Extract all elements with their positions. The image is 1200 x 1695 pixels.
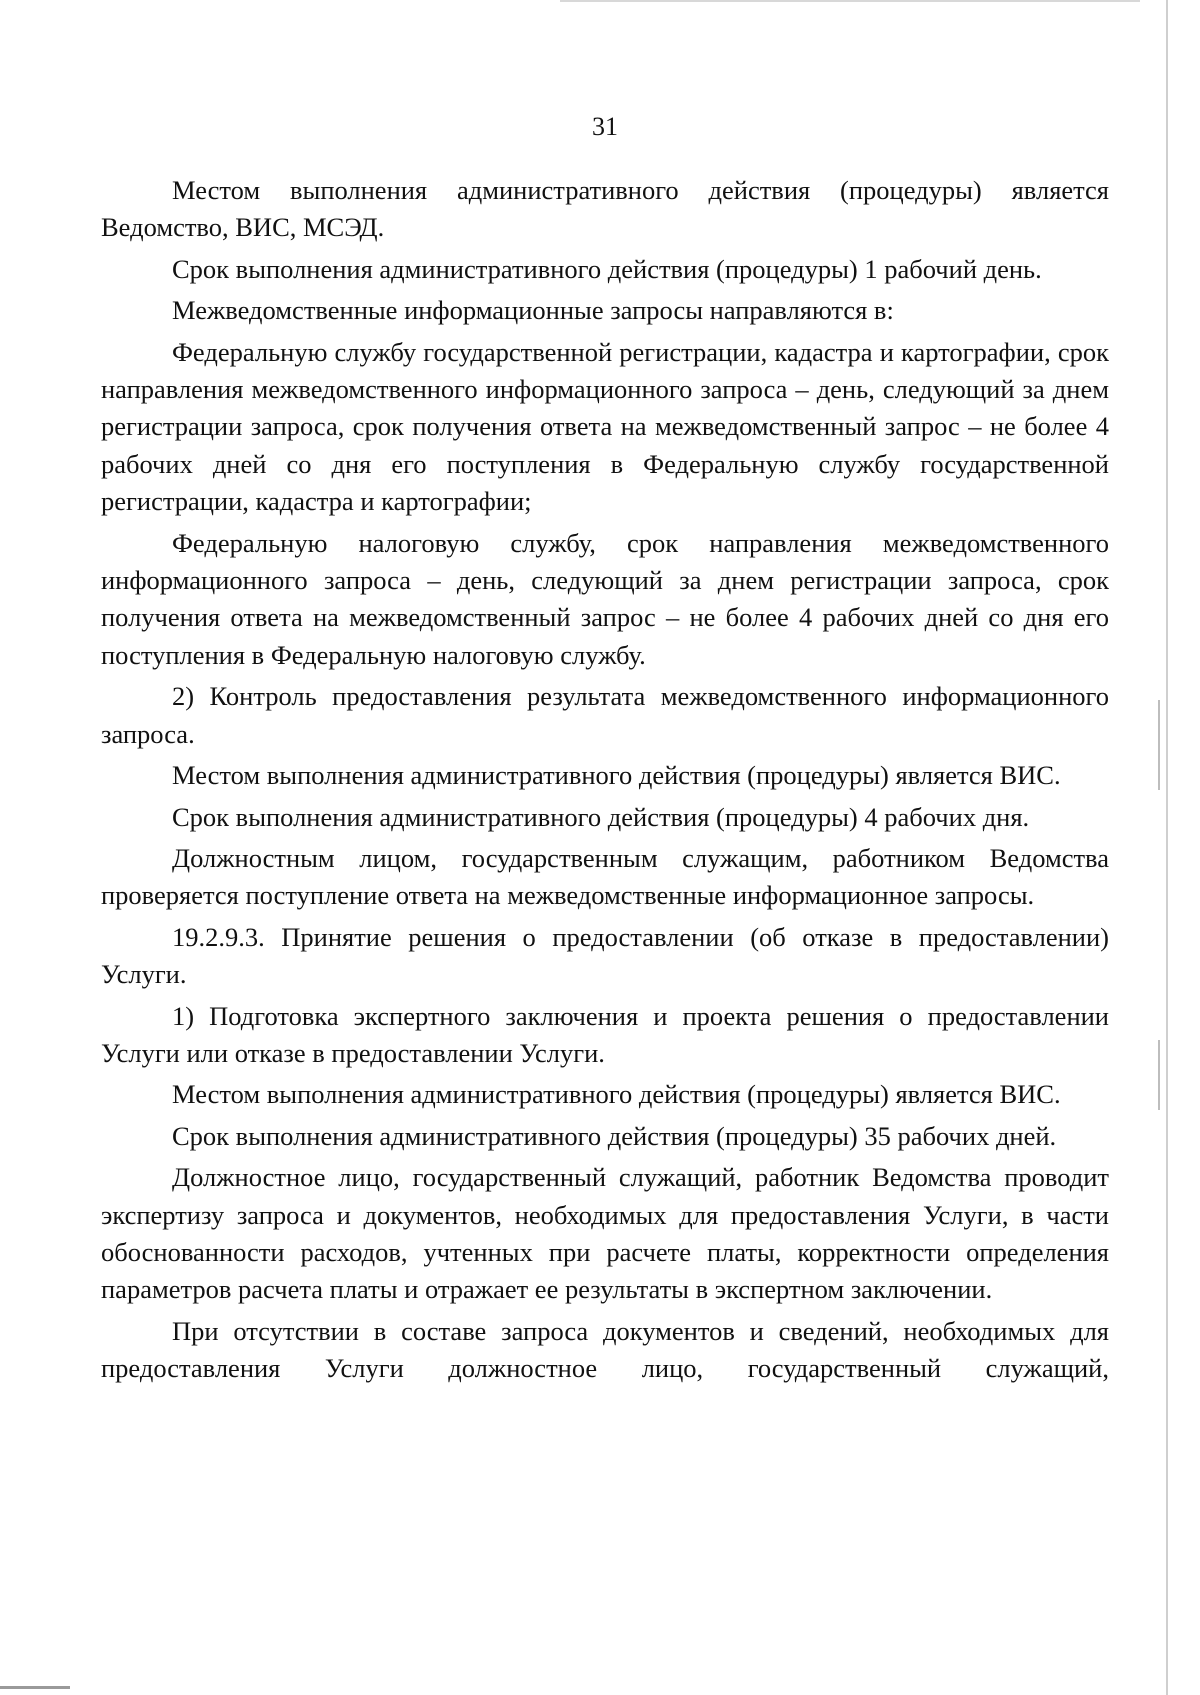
scan-edge-bottom xyxy=(0,1686,70,1689)
paragraph: Федеральную налоговую службу, срок направления межведомственного информационного запроса – день, следующий за днем регистрации запроса, срок получения ответа на межведомственный запрос – не более 4 рабочих дней со дня его поступления в Федеральную налоговую службу. xyxy=(101,527,1109,670)
paragraph: Местом выполнения административного действия (процедуры) является ВИС. xyxy=(172,760,1061,791)
paragraph: Местом выполнения административного действия (процедуры) является Ведомство, ВИС, МСЭД. xyxy=(101,175,1109,243)
paragraph: Должностным лицом, государственным служащим, работником Ведомства проверяется поступление ответа на межведомственные информационное запросы. xyxy=(101,842,1109,911)
paragraph: Должностное лицо, государственный служащий, работник Ведомства проводит экспертизу запроса и документов, необходимых для предоставления Услуги, в части обоснованности расходов, учтенных при расчете платы, корректности определения параметров расчета платы и отражает ее результаты в экспертном заключении. xyxy=(101,1162,1109,1305)
paragraph: Срок выполнения административного действия (процедуры) 4 рабочих дня. xyxy=(172,801,1030,832)
paragraph: Межведомственные информационные запросы направляются в: xyxy=(172,295,894,326)
scan-edge-top xyxy=(560,0,1140,2)
scan-mark xyxy=(1158,700,1160,790)
page-number: 31 xyxy=(592,112,618,141)
document-body xyxy=(101,172,1109,1388)
paragraph: Срок выполнения административного действия (процедуры) 35 рабочих дней. xyxy=(172,1120,1057,1151)
paragraph: Срок выполнения административного действия (процедуры) 1 рабочий день. xyxy=(172,253,1042,284)
paragraph: При отсутствии в составе запроса документов и сведений, необходимых для предоставления Услуги должностное лицо, государственный служащий, xyxy=(101,1315,1109,1384)
scan-edge-right xyxy=(1166,0,1168,1695)
scan-mark xyxy=(1158,1040,1160,1110)
paragraph: Местом выполнения административного действия (процедуры) является ВИС. xyxy=(172,1079,1061,1110)
paragraph: Федеральную службу государственной регистрации, кадастра и картографии, срок направления межведомственного информационного запроса – день, следующий за днем регистрации запроса, срок получения ответа на межведомственный запрос – не более 4 рабочих дней со дня его поступления в Федеральную службу государственной регистрации, кадастра и картографии; xyxy=(101,336,1109,517)
paragraph: 2) Контроль предоставления результата межведомственного информационного запроса. xyxy=(101,681,1109,749)
paragraph: 19.2.9.3. Принятие решения о предоставлении (об отказе в предоставлении) Услуги. xyxy=(101,921,1109,990)
paragraph: 1) Подготовка экспертного заключения и проекта решения о предоставлении Услуги или отказе в предоставлении Услуги. xyxy=(101,1000,1109,1068)
